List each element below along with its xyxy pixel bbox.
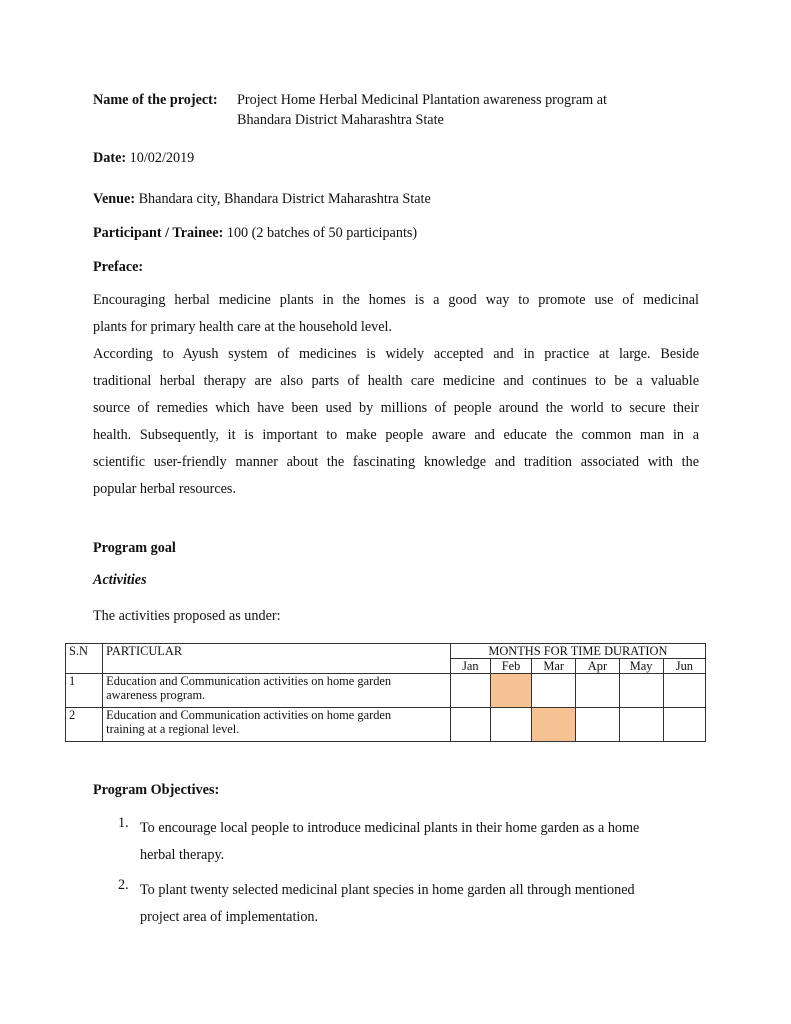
objective-text bbox=[140, 815, 710, 869]
preface-line: plants for primary health care at the household level. bbox=[93, 319, 393, 335]
table-header-row bbox=[66, 644, 706, 659]
month-cell-active bbox=[532, 708, 576, 742]
objective-number: 1. bbox=[118, 815, 129, 831]
preface-heading: Preface: bbox=[93, 259, 144, 275]
venue-line bbox=[93, 191, 431, 208]
row-sn: 2 bbox=[66, 708, 103, 742]
month-header: May bbox=[619, 659, 663, 674]
particular-line: training at a regional level. bbox=[106, 722, 240, 736]
objectives-heading: Program Objectives: bbox=[93, 782, 220, 798]
month-cell bbox=[619, 674, 663, 708]
header-sn: S.N bbox=[66, 644, 103, 674]
month-cell bbox=[663, 708, 705, 742]
objective-line: To plant twenty selected medicinal plant species in home garden all through mentioned bbox=[140, 882, 635, 898]
month-header: Mar bbox=[532, 659, 576, 674]
month-cell bbox=[450, 708, 490, 742]
venue-value: Bhandara city, Bhandara District Maharashtra State bbox=[138, 191, 431, 207]
objective-line: To encourage local people to introduce medicinal plants in their home garden as a home bbox=[140, 820, 640, 836]
month-header: Jan bbox=[450, 659, 490, 674]
objective-text bbox=[140, 877, 710, 931]
month-header: Feb bbox=[490, 659, 531, 674]
month-cell bbox=[663, 674, 705, 708]
preface-line: According to Ayush system of medicines is widely accepted and in practice at large. Beside bbox=[93, 346, 699, 362]
objective-item bbox=[118, 815, 718, 871]
row-particular bbox=[103, 708, 451, 742]
month-cell bbox=[450, 674, 490, 708]
preface-line: popular herbal resources. bbox=[93, 481, 236, 497]
objective-line: herbal therapy. bbox=[140, 847, 225, 863]
month-cell bbox=[576, 674, 619, 708]
program-goal-heading: Program goal bbox=[93, 540, 176, 556]
project-name-line2: Bhandara District Maharashtra State bbox=[237, 112, 444, 128]
project-name-line1: Project Home Herbal Medicinal Plantation awareness program at bbox=[237, 92, 607, 108]
month-cell bbox=[576, 708, 619, 742]
date-line bbox=[93, 150, 194, 167]
row-sn: 1 bbox=[66, 674, 103, 708]
header-months: MONTHS FOR TIME DURATION bbox=[450, 644, 705, 659]
objective-number: 2. bbox=[118, 877, 129, 893]
activities-intro: The activities proposed as under: bbox=[93, 608, 281, 624]
row-particular bbox=[103, 674, 451, 708]
objective-item bbox=[118, 877, 718, 933]
objective-line: project area of implementation. bbox=[140, 909, 319, 925]
preface-line: scientific user-friendly manner about the fascinating knowledge and tradition associated with the bbox=[93, 454, 699, 470]
project-name-label: Name of the project: bbox=[93, 92, 218, 108]
particular-line: Education and Communication activities on home garden bbox=[106, 674, 392, 688]
month-header: Jun bbox=[663, 659, 705, 674]
particular-line: Education and Communication activities on home garden bbox=[106, 708, 392, 722]
header-particular: PARTICULAR bbox=[103, 644, 451, 674]
month-header: Apr bbox=[576, 659, 619, 674]
participant-value: 100 (2 batches of 50 participants) bbox=[226, 225, 418, 241]
date-label: Date: bbox=[93, 150, 127, 166]
participant-line bbox=[93, 225, 417, 242]
month-cell bbox=[619, 708, 663, 742]
preface-line: traditional herbal therapy are also parts of health care medicine and continues to be a valuable bbox=[93, 373, 699, 389]
date-value: 10/02/2019 bbox=[129, 150, 195, 166]
month-cell bbox=[532, 674, 576, 708]
preface-line: Encouraging herbal medicine plants in the homes is a good way to promote use of medicinal bbox=[93, 292, 699, 308]
table-row bbox=[66, 708, 706, 742]
participant-label: Participant / Trainee: bbox=[93, 225, 224, 241]
activities-heading: Activities bbox=[93, 572, 147, 588]
preface-line: source of remedies which have been used by millions of people around the world to secure their bbox=[93, 400, 699, 416]
venue-label: Venue: bbox=[93, 191, 136, 207]
month-cell bbox=[490, 708, 531, 742]
month-cell-active bbox=[490, 674, 531, 708]
preface-line: health. Subsequently, it is important to make people aware and educate the common man in a bbox=[93, 427, 699, 443]
particular-line: awareness program. bbox=[106, 688, 206, 702]
activity-schedule-table bbox=[65, 643, 706, 742]
table-row bbox=[66, 674, 706, 708]
